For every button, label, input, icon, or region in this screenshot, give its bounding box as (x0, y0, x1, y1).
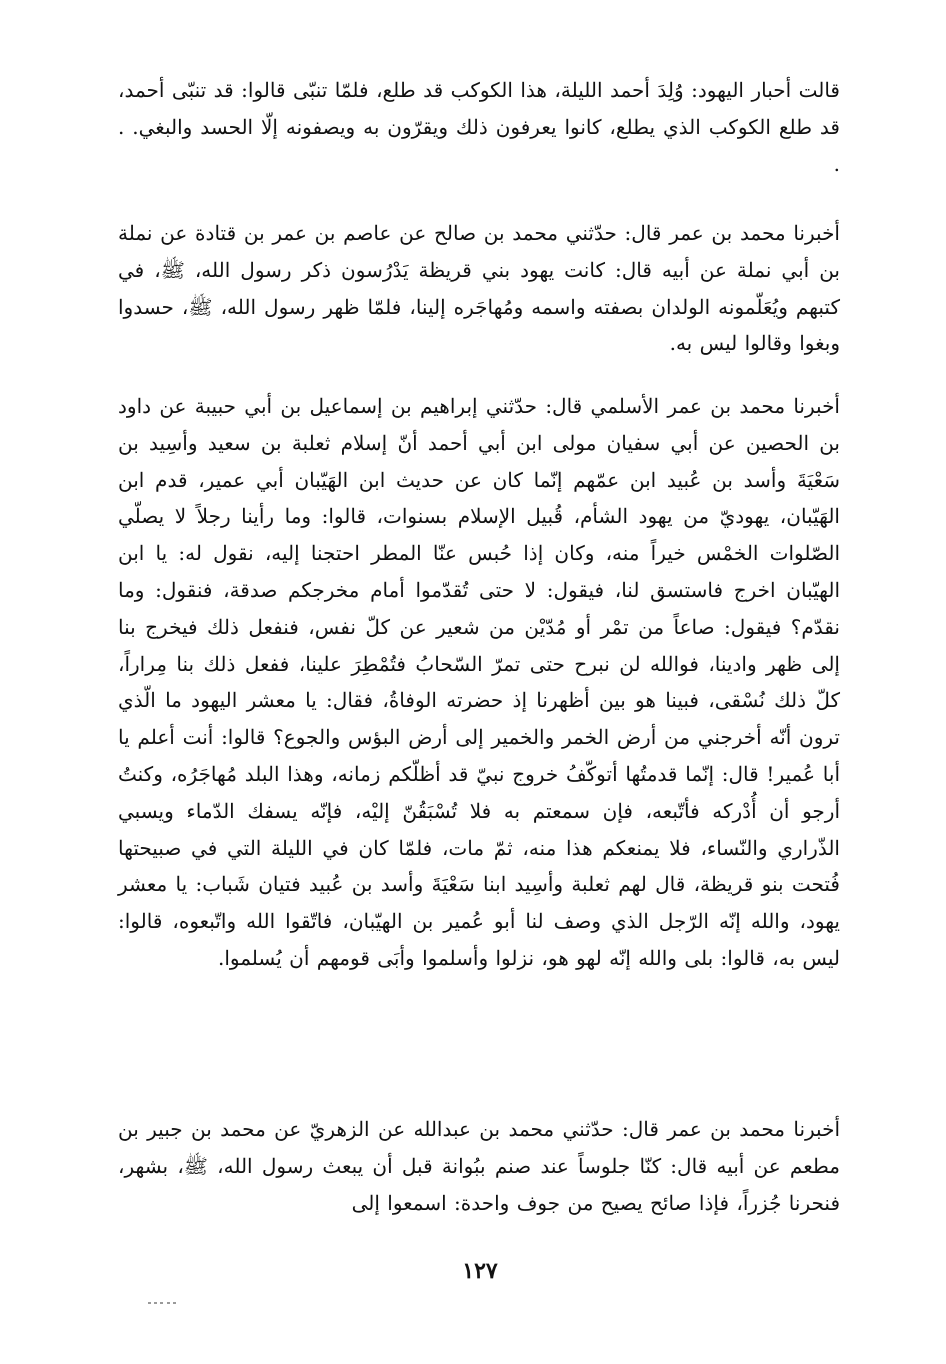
paragraph-4: أخبرنا محمد بن عمر قال: حدّثني محمد بن عبدالله عن الزهريّ عن محمد بن جبير بن مطعم عن أبيه قال: كنّا جلوساً عند صنم ببُوانة قبل أن يبعث رسول الله، ﷺ، بشهر، فنحرنا جُزراً، فإذا صائح يصيح من جوف واحدة: اسمعوا إلى (118, 1117, 840, 1215)
scan-specks (148, 1301, 178, 1305)
scan-speck (167, 1302, 170, 1304)
scan-speck (154, 1302, 157, 1304)
scan-speck (173, 1302, 176, 1304)
scan-speck (148, 1302, 151, 1304)
paragraph-2: أخبرنا محمد بن عمر قال: حدّثني محمد بن صالح عن عاصم بن عمر بن قتادة عن نملة بن أبي نملة عن أبيه قال: كانت يهود بني قريظة يَدْرُسون ذكر رسول الله، ﷺ، في كتبهم ويُعَلّمونه الولدان بصفته واسمه ومُهاجَره إلينا، فلمّا ظهر رسول الله، ﷺ، حسدوا وبغوا وقالوا ليس به. (118, 221, 840, 356)
paragraph-1: قالت أحبار اليهود: وُلِدَ أحمد الليلة، هذا الكوكب قد طلع، فلمّا تنبّى قالوا: قد تنبّى أحمد، قد طلع الكوكب الذي يطلع، كانوا يعرفون ذلك ويقرّون به ويصفونه إلّا الحسد والبغي. . . (118, 78, 840, 176)
paragraph-3: أخبرنا محمد بن عمر الأسلمي قال: حدّثني إبراهيم بن إسماعيل بن أبي حبيبة عن داود بن الحصين عن أبي سفيان مولى ابن أبي أحمد أنّ إسلام ثعلبة بن سعيد وأسِيد بن سَعْيَةَ وأسد بن عُبيد ابن عمّهم إنّما كان عن حديث ابن الهَيّبان أبي عمير، قدم ابن الهَيّبان، يهوديّ من يهود الشأم، قُبيل الإسلام بسنوات، قالوا: وما رأينا رجلاً لا يصلّي الصّلوات الخمْس خيراً منه، وكان إذا حُبس عنّا المطر احتجنا إليه، نقول له: يا ابن الهيّبان اخرج فاستسق لنا، فيقول: لا حتى تُقدّموا أمام مخرجكم صدقة، فنقول: وما نقدّم؟ فيقول: صاعاً من تمْر أو مُدّيْن من شعير عن كلّ نفس، فنفعل ذلك فيخرج بنا إلى ظهر وادينا، فوالله لن نبرح حتى تمرّ السّحابُ فتُمْطِرَ علينا، ففعل ذلك بنا مِراراً، كلّ ذلك نُسْقى، فبينا هو بين أظهرنا إذ حضرته الوفاةُ، فقال: يا معشر اليهود ما الّذي ترون أنّه أخرجني من أرض الخمر والخمير إلى أرض البؤس والجوع؟ قالوا: أنت أعلم يا أبا عُمير! قال: إنّما قدمتُها أتوكّفُ خروج نبيّ قد أظلّكم زمانه، وهذا البلد مُهاجَرُه، وكنتُ أرجو أن أُدْركه فأتّبعه، فإن سمعتم به فلا تُسْبَقُنّ إليْه، فإنّه يسفك الدّماء ويسبي الذّراري والنّساء، فلا يمنعكم هذا منه، ثمّ مات، فلمّا كان في الليلة التي في صبيحتها فُتحت بنو قريظة، قال لهم ثعلبة وأسِيد ابنا سَعْيَةَ وأسد بن عُبيد فتيان شَباب: يا معشر يهود، والله إنّه الرّجل الذي وصف لنا أبو عُمير بن الهيّبان، فاتّقوا الله واتّبعوه، قالوا: ليس به، قالوا: بلى والله إنّه لهو هو، نزلوا وأسلموا وأبَى قومهم أن يُسلموا. (118, 394, 841, 970)
scan-speck (160, 1302, 163, 1304)
page-number: ١٢٧ (462, 1258, 498, 1284)
